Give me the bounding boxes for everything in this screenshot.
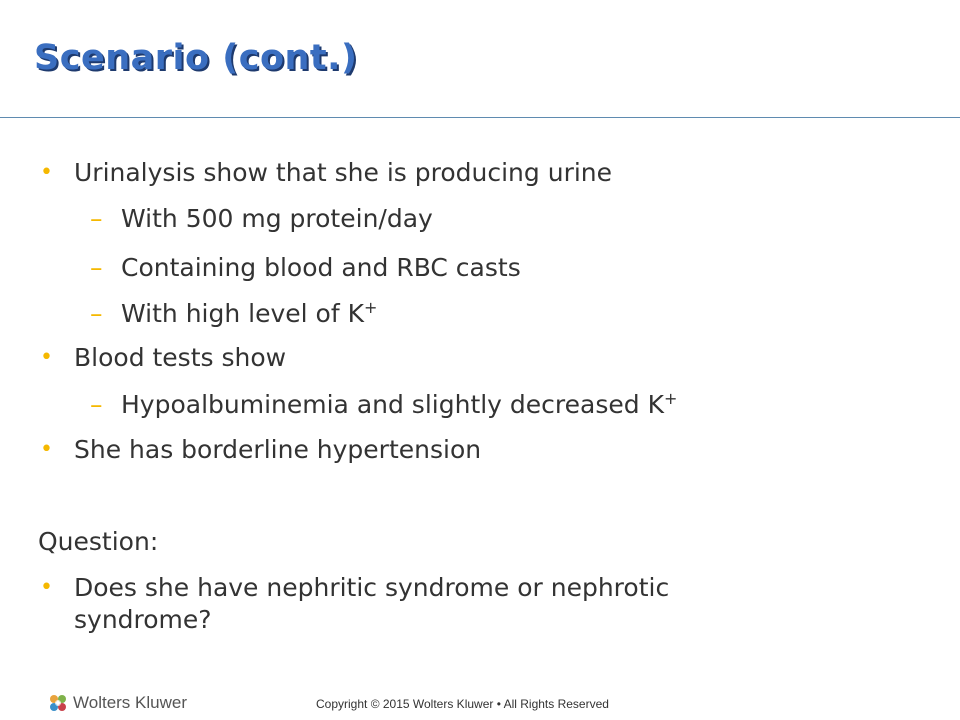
sub-bullet-line <box>121 390 677 420</box>
bullet-text: Urinalysis show that she is producing urine <box>74 158 613 187</box>
superscript: + <box>663 389 678 408</box>
question-text-line1: Does she have nephritic syndrome or nephrotic <box>74 573 670 602</box>
bullet-dot: • <box>40 160 53 185</box>
bullet-text: She has borderline hypertension <box>74 435 482 464</box>
sub-bullet-dash: – <box>90 253 103 282</box>
question-label: Question: <box>38 527 159 556</box>
superscript: + <box>364 298 378 317</box>
bullet-dot: • <box>40 575 53 600</box>
bullet-dot: • <box>40 345 53 370</box>
sub-bullet-line <box>121 299 377 329</box>
sub-bullet-dash: – <box>90 390 103 419</box>
sub-bullet-dash: – <box>90 204 103 233</box>
bullet-text: Blood tests show <box>74 343 287 372</box>
logo-mark-icon <box>47 692 69 714</box>
sub-bullet-text: With 500 mg protein/day <box>121 204 433 233</box>
logo-text: Wolters Kluwer <box>73 693 187 712</box>
copyright-text: Copyright © 2015 Wolters Kluwer • All Rights Reserved <box>316 697 609 711</box>
sub-bullet-text: Containing blood and RBC casts <box>121 253 521 282</box>
bullet-dot: • <box>40 437 53 462</box>
sub-bullet-text: Hypoalbuminemia and slightly decreased K <box>121 390 664 419</box>
title-divider <box>0 117 960 118</box>
question-text-line2: syndrome? <box>74 605 212 634</box>
wolters-kluwer-logo <box>47 690 187 716</box>
sub-bullet-text: With high level of K <box>121 299 364 328</box>
slide-title: Scenario (cont.) <box>34 38 358 78</box>
sub-bullet-dash: – <box>90 299 103 328</box>
